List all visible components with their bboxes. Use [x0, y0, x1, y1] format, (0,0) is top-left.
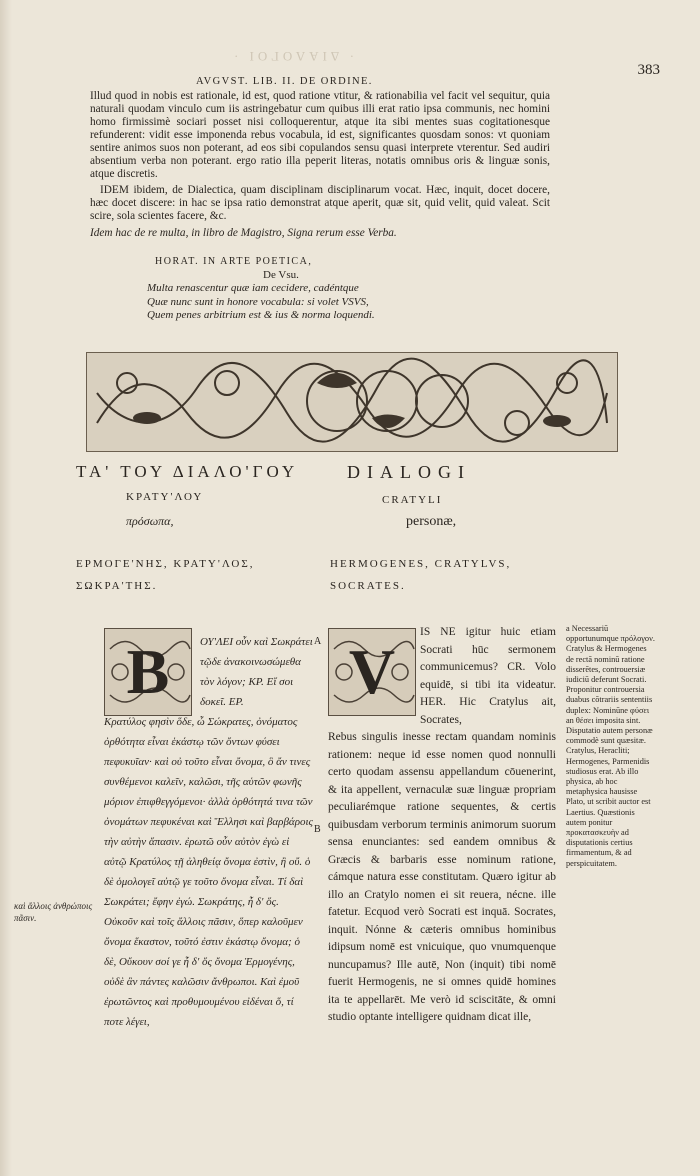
greek-opening-text: ΟΥ'ΛΕΙ οὖν καὶ Σωκράτει τῷδε ἀνακοινωσώμεθα τὸν λόγον; ΚΡ. Εἴ σοι δοκεῖ. ΕΡ. [200, 636, 313, 708]
section-mark-b: B [314, 824, 321, 835]
verse-line: Quæ nunc sunt in honore vocabula: si volet VSVS, [147, 295, 369, 308]
greek-decorated-initial [104, 628, 192, 716]
latin-persons-list: HERMOGENES, CRATYLVS, SOCRATES. [330, 558, 512, 592]
page-gutter [0, 0, 12, 1176]
latin-subtitle-personae: personæ, [406, 514, 457, 529]
latin-dialogue-title: DIALOGI [347, 462, 471, 482]
verse-line: Multa renascentur quæ iam cecidere, cadéntque [147, 282, 359, 294]
quotation-paragraph: IDEM ibidem, de Dialectica, quam disciplinam disciplinarum vocat. Hæc, inquit, docet docere, hæc docet discere: in hac se ipsa ratio demonstrat atque aperit, quæ sit, quid velit, quid valeat. Scit scire, sola scientes facere, &c. [90, 184, 550, 222]
ornamental-headpiece [86, 352, 618, 452]
quotation-paragraph: Illud quod in nobis est rationale, id est, quod ratione vtitur, & rationabilia vel facit vel sequitur, quia naturali quodam vinculo cum iis astringebatur cum quibus illi erat ratio ipsa communis, nec homini homo firmissimè sociari posset nisi colloquerentur, atque ita sibi mentes suas cogitationesque refunderent: vidit esse imponenda rebus vocabula, id est, significantes quosdam sonos: vt quoniam sentire animos suos non poterant, ad eos sibi copulandos sensu quasi interprete vterentur. Sed audiri absentium verba non poterant. ergo ratio illa peperit literas, notatis omnibus oris & linguæ sonis, atque discretis. [90, 90, 550, 180]
verse-line: Quem penes arbitrium est & ius & norma loquendi. [147, 309, 375, 321]
latin-decorated-initial [328, 628, 416, 716]
left-margin-note: καὶ ἄλλοις ἀνθρώποις πᾶσιν. [14, 901, 93, 923]
greek-subtitle-personae: πρόσωπα, [126, 514, 174, 528]
augustine-quotation [90, 90, 550, 240]
quotation-paragraph: Idem hac de re multa, in libro de Magistro, Signa rerum esse Verba. [90, 227, 397, 239]
latin-opening-text: IS NE igitur huic etiam Socrati hūc sermonem communicemus? CR. Volo equidē, si tibi ita videatur. HER. Hic Cratylus ait, Socrates, [420, 626, 556, 726]
latin-initial-letter: V [348, 636, 396, 707]
latin-body-text: Rebus singulis inesse rectam quandam nominis rationem: neque id esse nomen quod nonnulli certo quodam assensu appellandum cōuenerint, & ita appellent, vernaculæ suæ linguæ propriam peculiarémque ratione sequentes, & certis quibusdam verborum terminis animorum suorum sensa enunciantes: sed eandem omnibus & Græcis & barbaris esse nominum ratione, cámque natura esse constitutam. Quæro igitur ab illo an Cratylo nomen ei sit reuera, nécne. ille fatetur. Ecquod verò Socrati est inquā. Socrates, inquit. Nónne & cæteris omnibus hominibus idipsum nomē est vnicuique, quo vnumquenque nuncupamus? Ille autē, Non (inquit) tibi nomē fuerit Hermogenis, ne si omnes quidē homines ita te appellarēt. Me verò id sciscitāte, & omni studio optante intelligere quidnam dicat ille, [328, 731, 556, 1023]
greek-body-text: Κρατύλος φησὶν ὅδε, ὦ Σώκρατες, ὀνόματος ὀρθότητα εἶναι ἑκάστῳ τῶν ὄντων φύσει πεφυκυῖαν· καὶ οὐ τοῦτο εἶναι ὄνομα, ὃ ἄν τινες συνθέμενοι καλεῖν, καλῶσι, τῆς αὑτῶν φωνῆς μόριον ἐπιφθεγγόμενοι· ἀλλὰ ὀρθότητά τινα τῶν ὀνομάτων πεφυκέναι καὶ Ἕλλησι καὶ βαρβάροις τὴν αὐτὴν ἅπασιν. ἐρωτῶ οὖν αὐτὸν ἐγὼ εἰ αὐτῷ Κρατύλος τῇ ἀληθείᾳ ὄνομα ἐστὶν, ἢ οὔ. ὁ δὲ ὁμολογεῖ αὐτῷ γε τοῦτο ὄνομα εἶναι. Τί δαὶ Σωκράτει; ἔφην ἐγώ. Σωκράτης, ἦ δ' ὅς. Οὐκοῦν καὶ τοῖς ἄλλοις πᾶσιν, ὅπερ καλοῦμεν ὄνομα ἕκαστον, τοῦτό ἐστιν ἑκάστῳ ὄνομα; ὁ δὲ, Οὔκουν σοί γε ἦ δ' ὅς ὄνομα Ἑρμογένης, οὐδὲ ἂν πάντες καλῶσιν ἄνθρωποι. Καὶ ἐμοῦ ἐρωτῶντος καὶ προθυμουμένου εἰδέναι ὅ, τί ποτε λέγει, [104, 716, 313, 1028]
right-margin-note: a Necessariū opportunumque πρόλογον. Cratylus & Hermogenes de rectā nominū ratione disserētes, controuersiæ iudiciū deferunt Socrati. Proponitur controuersia duabus cōtrariis sententiis duplex: Nominūne φύσει an θέσει imposita sint. Disputatio autem personæ commodè sunt quæsitæ. Cratylus, Heracliti; Hermogenes, Parmenidis studiosus erat. Ab illo physica, ab hoc metaphysica hausisse Plato, ut scribit auctor est Laertius. Quæstionis autem ponitur προκατασκευὴν ad disputationis certius firmamentum, & ad perspicuitatem. [566, 624, 655, 868]
running-head: AVGVST. LIB. II. DE ORDINE. [196, 76, 373, 87]
horace-heading: HORAT. IN ARTE POETICA, [155, 256, 313, 267]
greek-subtitle: ΚΡΑΤΥ'ΛΟΥ [126, 491, 204, 503]
horace-subheading: De Vsu. [263, 268, 299, 281]
horace-quotation [147, 255, 485, 323]
greek-persons-list: ΕΡΜΟΓΕ'ΝΗΣ, ΚΡΑΤΥ'ΛΟΣ, ΣΩΚΡΑ'ΤΗΣ. [76, 558, 255, 592]
page-number: 383 [637, 62, 660, 78]
greek-dialogue-title: ΤΑ' ΤΟΥ ΔΙΑΛΟ'ΓΟΥ [76, 462, 299, 481]
section-mark-a: A [314, 636, 322, 647]
greek-initial-letter: B [126, 636, 170, 707]
bleed-through-text: · ΔΙΑΛΟΓΟΙ · [230, 49, 355, 64]
latin-subtitle: CRATYLI [382, 494, 443, 506]
